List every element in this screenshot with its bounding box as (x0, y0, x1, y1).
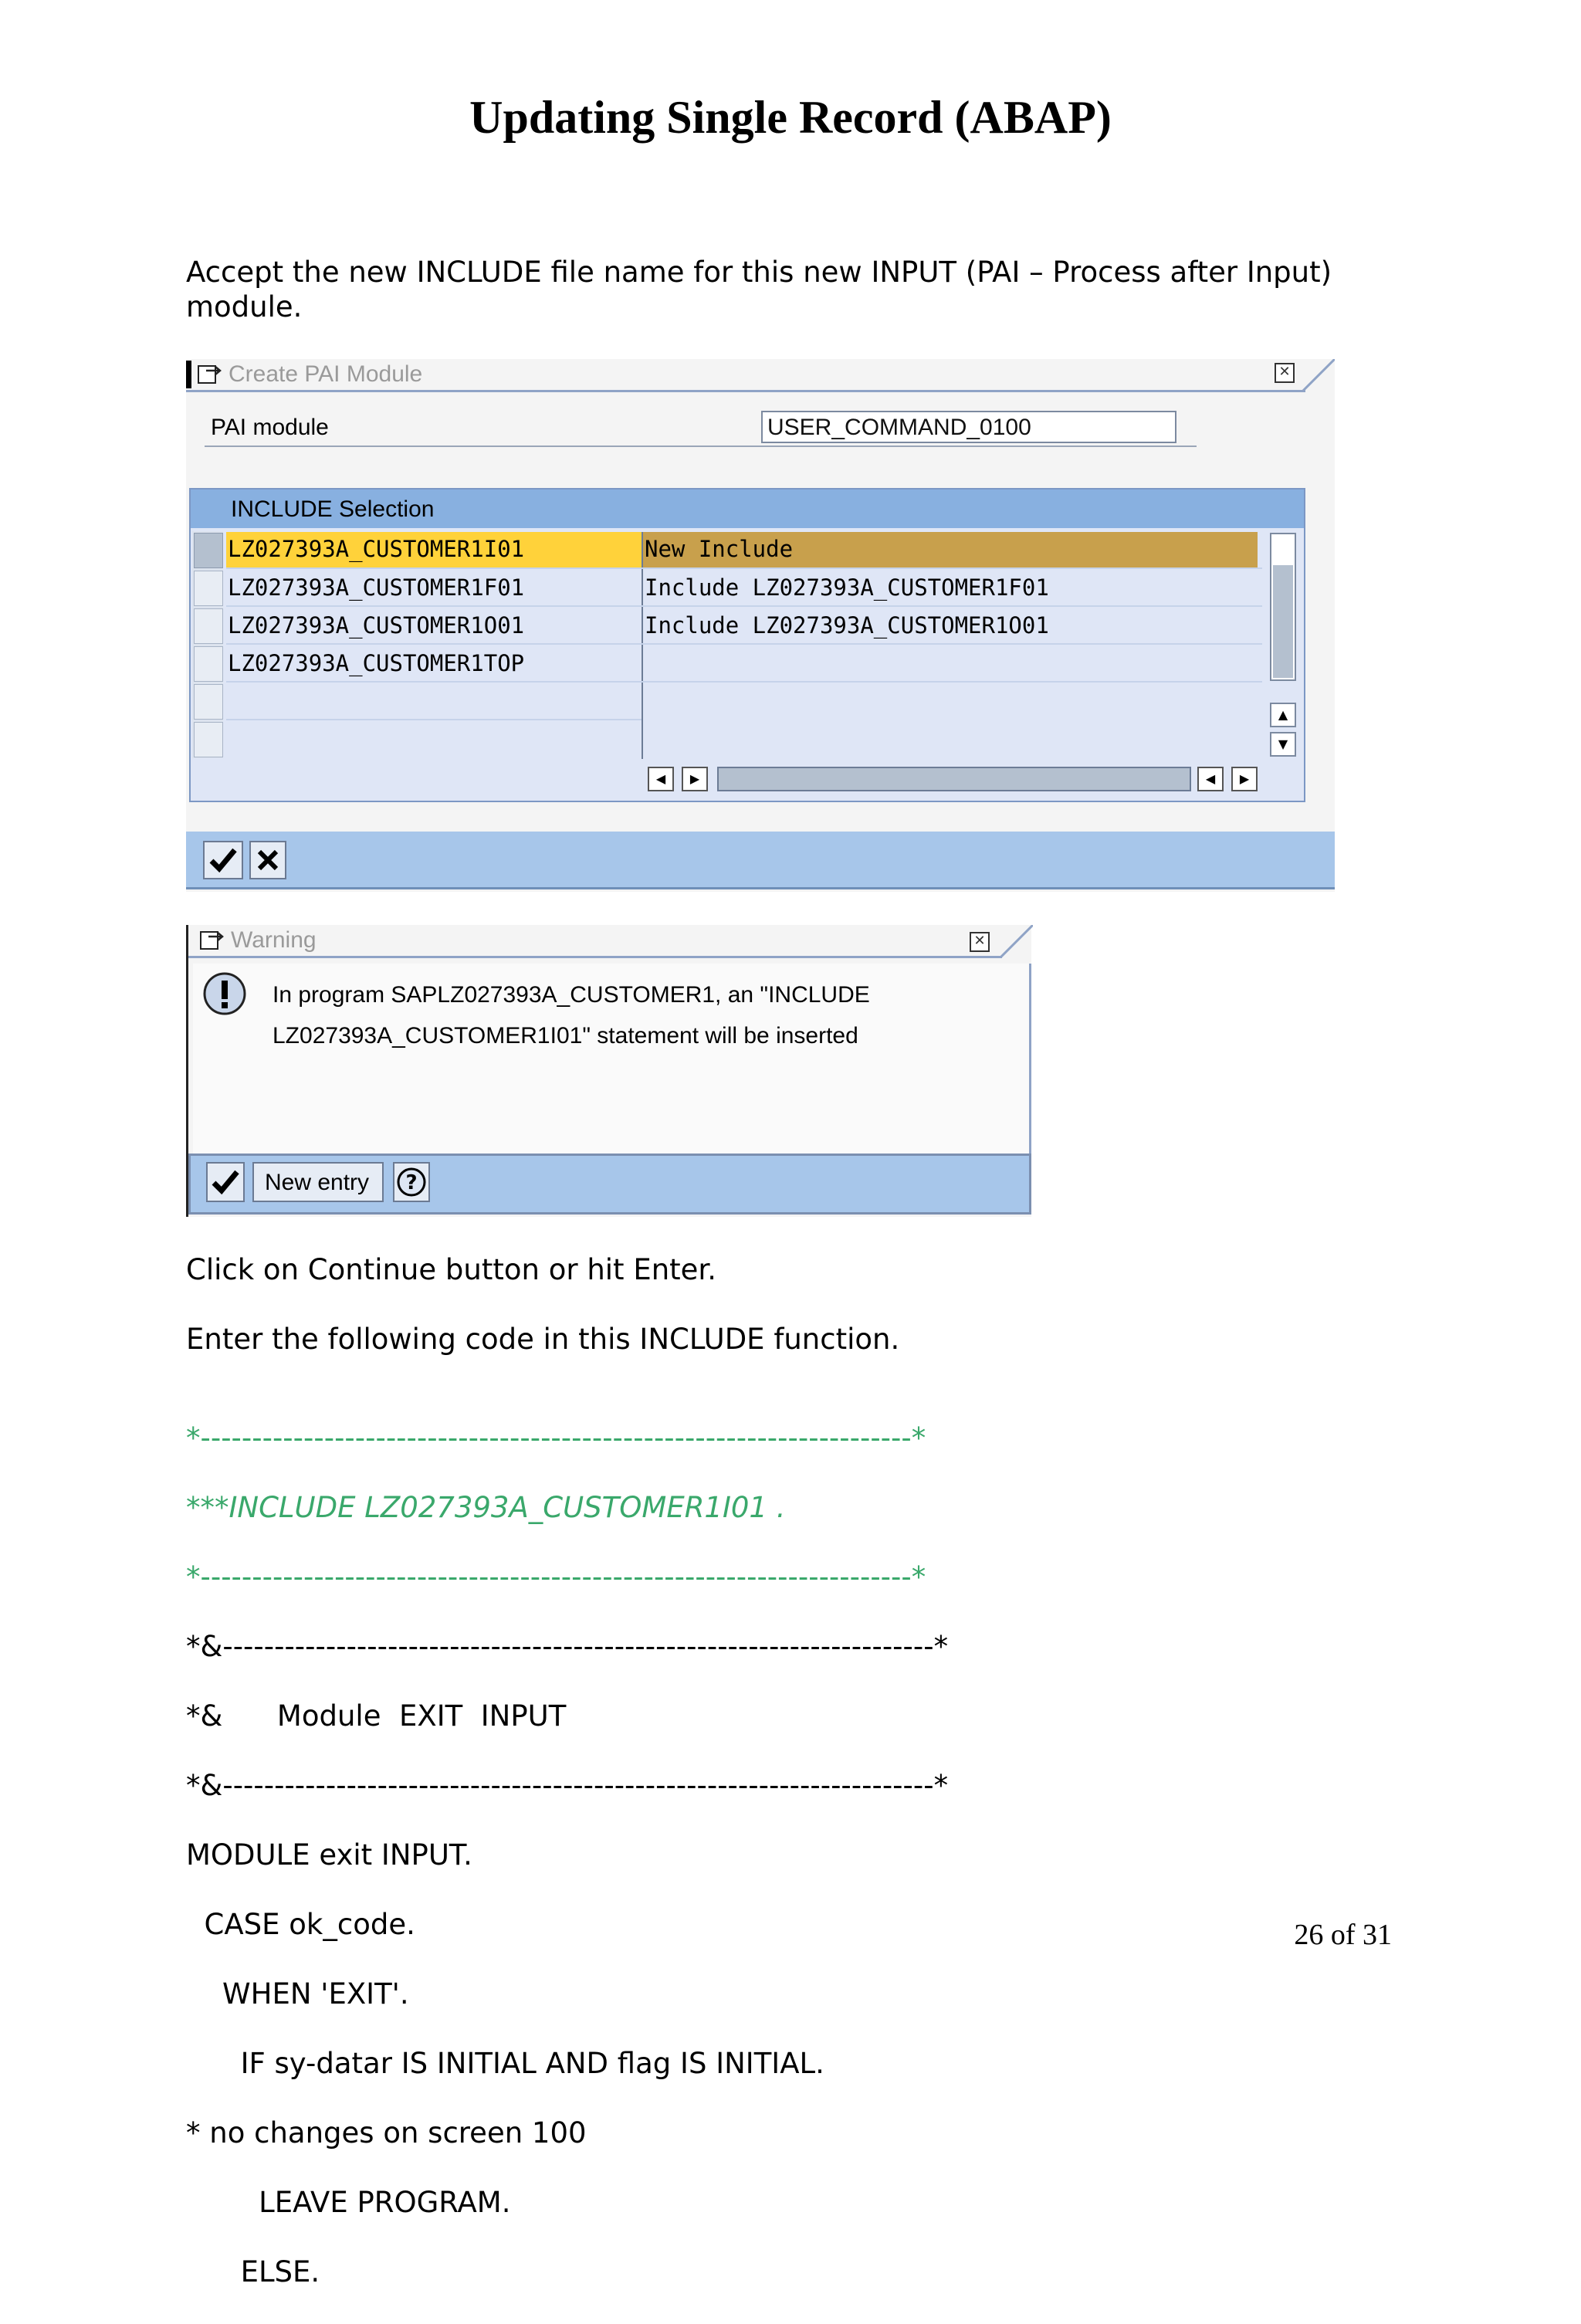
row-selector-column (192, 531, 223, 758)
code-line: MODULE exit INPUT. (186, 1838, 472, 1872)
dialog-title-bar (188, 925, 1002, 958)
include-selection-header (191, 490, 1304, 528)
table-row[interactable] (226, 532, 1262, 569)
row-name: LZ027393A_CUSTOMER1F01 (228, 574, 525, 601)
scroll-right-icon[interactable]: ▶ (1231, 767, 1258, 791)
row-selector[interactable] (194, 571, 223, 606)
pai-module-underline (205, 445, 1197, 447)
table-row[interactable] (226, 645, 1262, 683)
include-table (226, 532, 1262, 759)
new-entry-button[interactable] (252, 1162, 384, 1202)
row-name-cell (226, 532, 642, 567)
row-selector[interactable] (194, 722, 223, 757)
dialog-corner (1000, 925, 1033, 957)
table-row[interactable] (226, 608, 1262, 645)
row-desc: Include LZ027393A_CUSTOMER1O01 (645, 612, 1049, 639)
page-title: Updating Single Record (ABAP) (469, 92, 1112, 143)
continue-button[interactable] (203, 841, 243, 879)
code-line: WHEN 'EXIT'. (186, 1977, 409, 2011)
checkmark-icon (208, 1164, 243, 1201)
scroll-up-icon[interactable]: ▲ (1270, 703, 1296, 727)
exclamation-icon (202, 971, 247, 1016)
code-rule: *&---------------------------------------------------------------------* (186, 1769, 949, 1802)
instruction-continue: Click on Continue button or hit Enter. (186, 1253, 716, 1286)
scroll-left-icon[interactable]: ◀ (648, 767, 674, 791)
scroll-left-icon[interactable]: ◀ (1197, 767, 1224, 791)
warning-message-line2: LZ027393A_CUSTOMER1I01" statement will be inserted (273, 1023, 858, 1049)
page-number: 26 of 31 (1294, 1919, 1392, 1951)
code-comment-rule: *---------------------------------------------------------------------* (186, 1421, 926, 1455)
dialog-title: Create PAI Module (229, 361, 423, 387)
vertical-scrollbar[interactable] (1268, 533, 1298, 757)
row-selector[interactable] (194, 646, 223, 682)
code-block (186, 1386, 948, 2324)
window-icon (197, 364, 223, 385)
continue-button[interactable] (206, 1162, 245, 1202)
create-pai-module-dialog (186, 359, 1335, 892)
close-icon[interactable]: ✕ (970, 932, 990, 952)
code-module-header: *& Module EXIT INPUT (186, 1699, 567, 1733)
table-row[interactable] (226, 721, 642, 758)
dialog-footer (186, 832, 1335, 889)
code-line: IF sy-datar IS INITIAL AND flag IS INITIAL. (186, 2047, 824, 2080)
checkmark-icon (205, 842, 242, 878)
pai-module-value: USER_COMMAND_0100 (767, 415, 1031, 440)
code-comment-rule: *---------------------------------------------------------------------* (186, 1560, 926, 1594)
warning-dialog (186, 925, 1031, 1217)
dialog-footer (188, 1154, 1031, 1215)
dialog-title: Warning (231, 927, 317, 953)
code-rule: *&---------------------------------------------------------------------* (186, 1630, 949, 1663)
close-icon[interactable]: ✕ (1275, 363, 1295, 383)
new-entry-label: New entry (265, 1170, 370, 1195)
row-desc: Include LZ027393A_CUSTOMER1F01 (645, 574, 1049, 601)
svg-text:?: ? (405, 1171, 418, 1194)
row-name: LZ027393A_CUSTOMER1I01 (228, 536, 525, 562)
code-line: ELSE. (186, 2255, 320, 2288)
scroll-thumb[interactable] (1273, 565, 1293, 678)
table-row[interactable] (226, 683, 642, 720)
row-name: LZ027393A_CUSTOMER1O01 (228, 612, 525, 639)
dialog-corner (1302, 359, 1335, 391)
instruction-enter-code: Enter the following code in this INCLUDE function. (186, 1323, 900, 1356)
warning-body (193, 964, 1031, 1154)
dialog-title-bar (186, 359, 1305, 392)
code-line: * no changes on screen 100 (186, 2116, 587, 2150)
row-selector[interactable] (194, 533, 223, 568)
row-selector[interactable] (194, 608, 223, 644)
help-button[interactable] (393, 1162, 430, 1202)
row-desc: New Include (645, 536, 794, 562)
scroll-track[interactable] (1270, 533, 1296, 681)
warning-message-line1: In program SAPLZ027393A_CUSTOMER1, an "INCLUDE (273, 982, 870, 1008)
row-desc-cell (643, 532, 1258, 567)
row-name: LZ027393A_CUSTOMER1TOP (228, 650, 525, 676)
include-selection-title: INCLUDE Selection (231, 496, 435, 522)
scroll-down-icon[interactable]: ▼ (1270, 732, 1296, 757)
pai-module-field[interactable] (761, 411, 1176, 443)
cancel-icon (251, 842, 285, 878)
pai-module-label: PAI module (211, 415, 329, 440)
cancel-button[interactable] (249, 841, 286, 879)
table-row[interactable] (226, 570, 1262, 607)
horizontal-scrollbar[interactable] (717, 767, 1191, 791)
window-icon (199, 930, 225, 951)
code-line: LEAVE PROGRAM. (186, 2186, 511, 2219)
intro-paragraph: Accept the new INCLUDE file name for this new INPUT (PAI – Process after Input) module. (186, 256, 1332, 324)
code-line: CASE ok_code. (186, 1908, 415, 1941)
code-include-comment: ***INCLUDE LZ027393A_CUSTOMER1I01 . (186, 1491, 786, 1524)
help-icon (394, 1164, 428, 1201)
scroll-right-icon[interactable]: ▶ (682, 767, 708, 791)
row-selector[interactable] (194, 684, 223, 720)
